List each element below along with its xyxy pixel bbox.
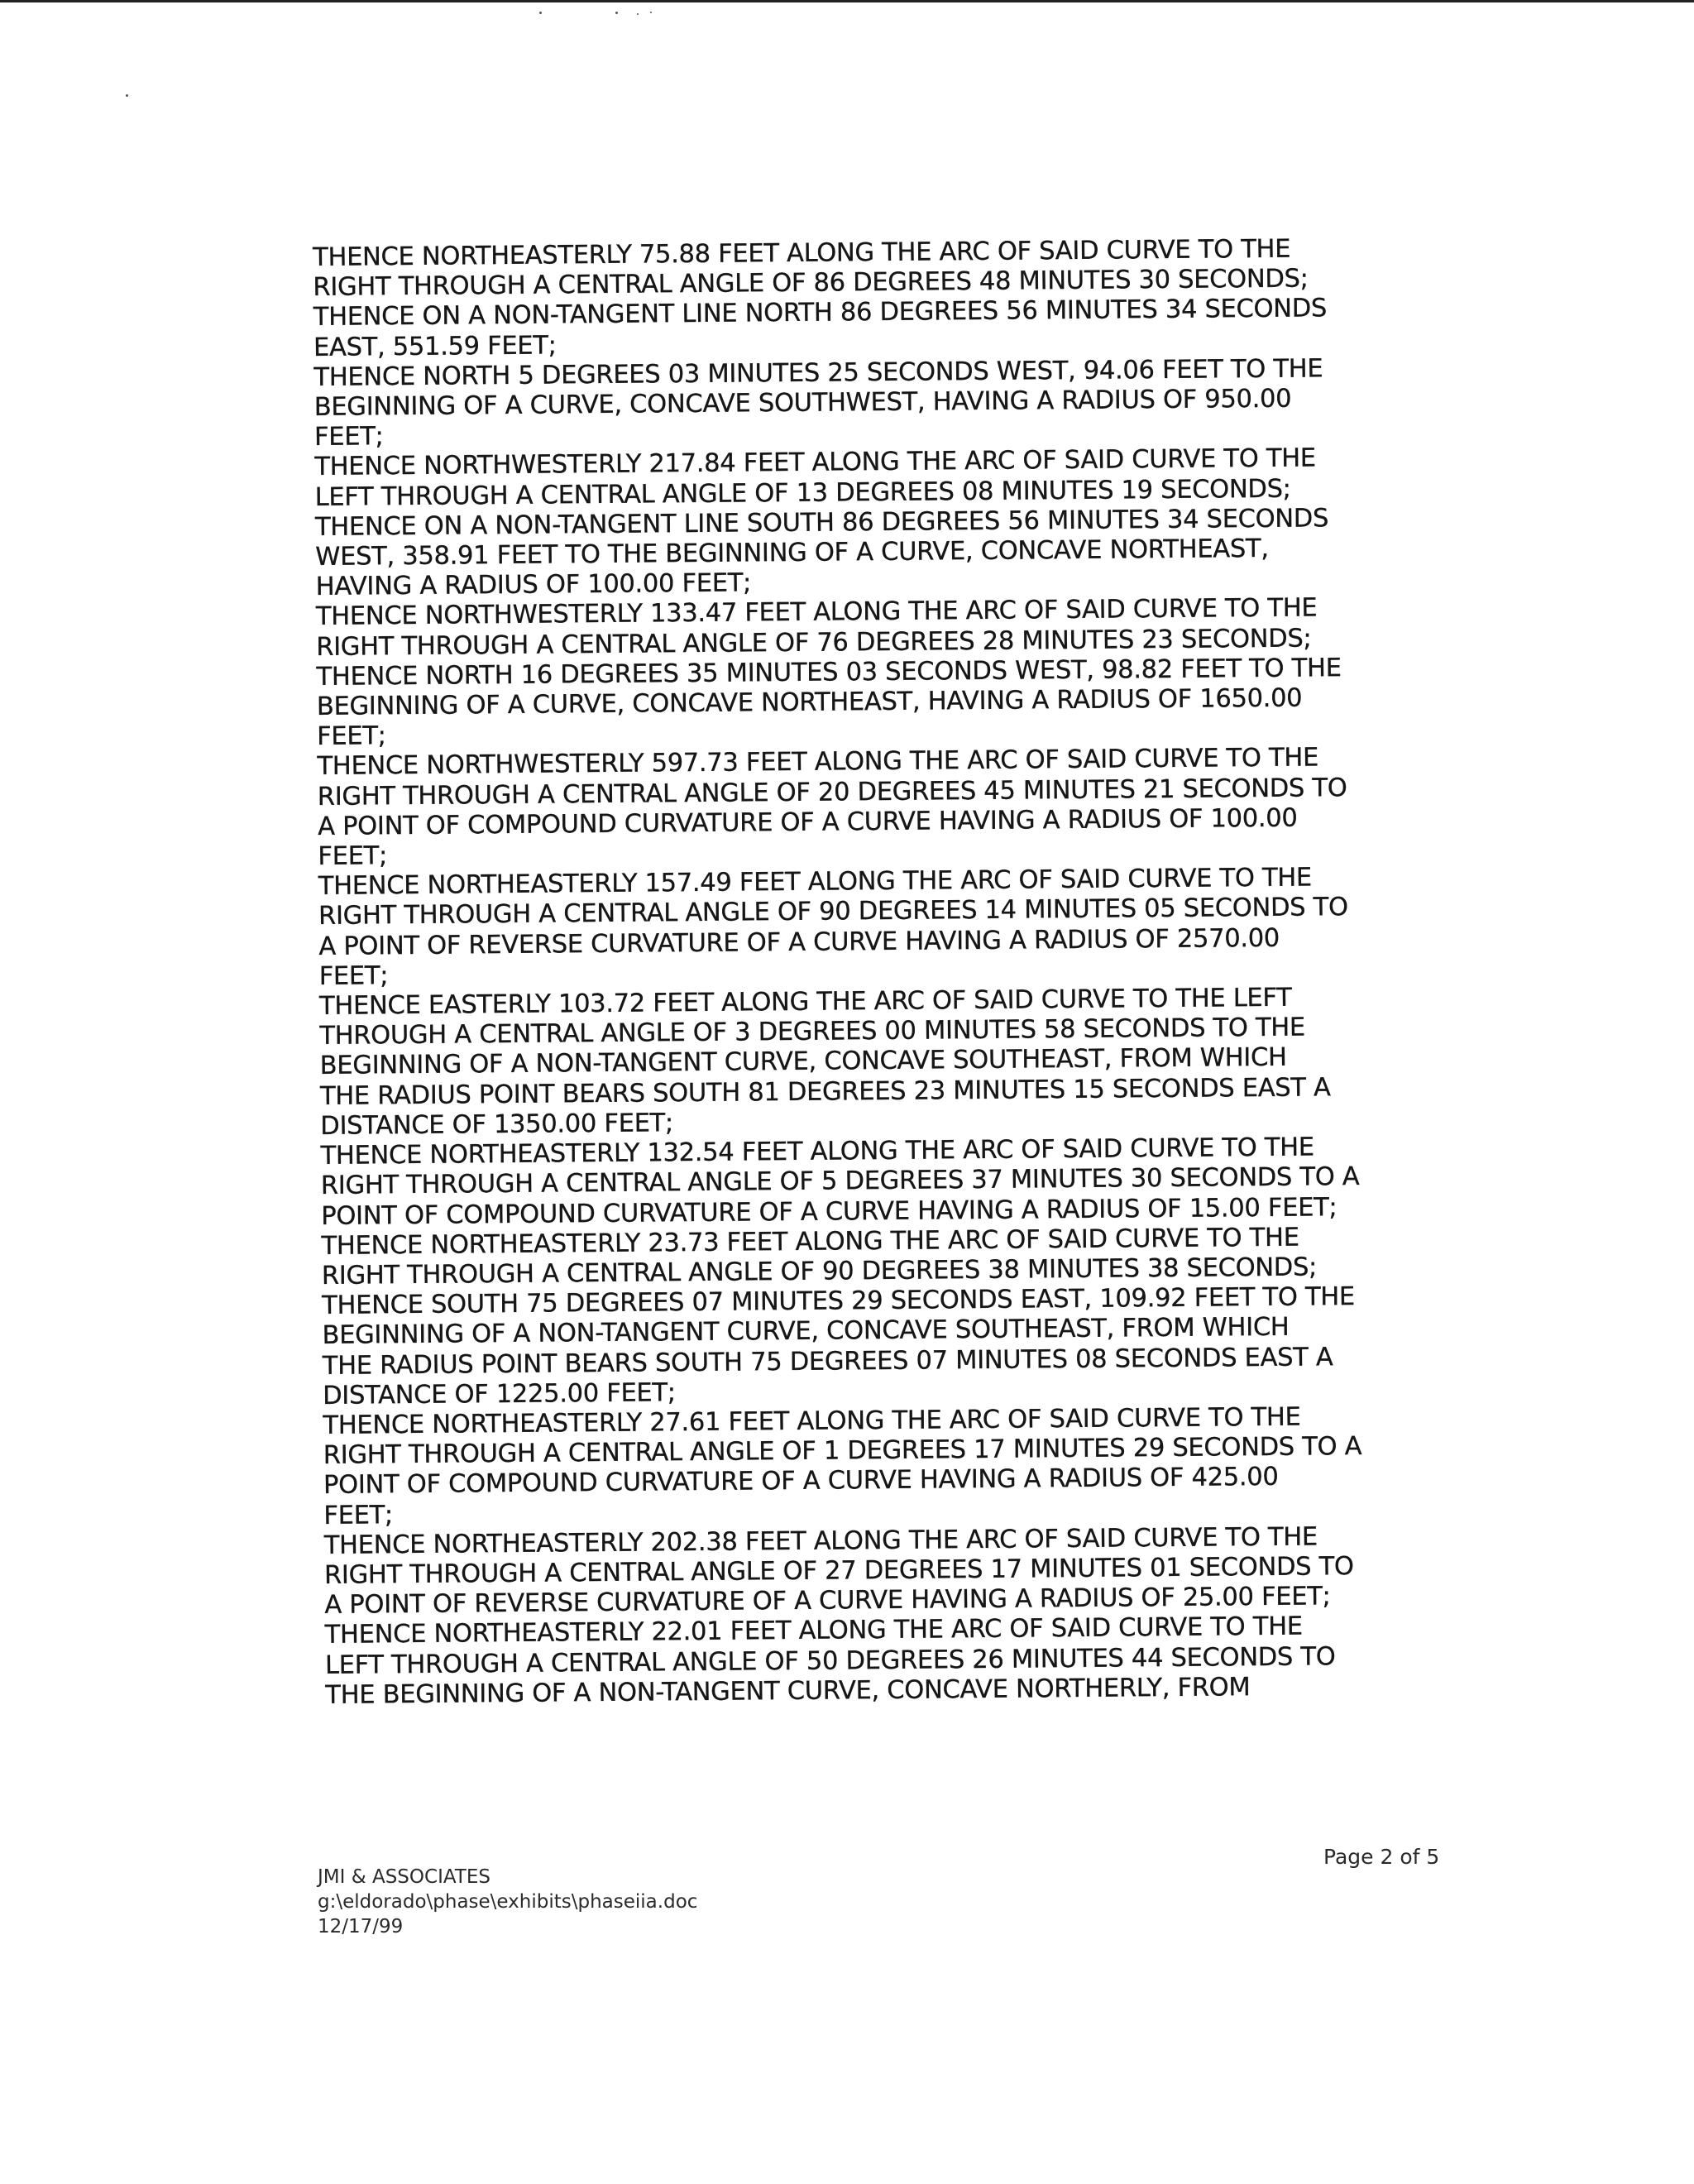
- text-line: WEST, 358.91 FEET TO THE BEGINNING OF A CURVE, CONCAVE NORTHEAST,: [315, 534, 1269, 572]
- text-line: THENCE NORTHEASTERLY 157.49 FEET ALONG THE ARC OF SAID CURVE TO THE: [318, 863, 1313, 902]
- scan-edge-line: [0, 0, 1694, 2]
- text-line: THENCE NORTHEASTERLY 27.61 FEET ALONG THE ARC OF SAID CURVE TO THE: [323, 1402, 1301, 1440]
- text-line: FEET;: [318, 841, 388, 872]
- page-number: Page 2 of 5: [1323, 1845, 1440, 1869]
- text-line: FEET;: [323, 1500, 394, 1530]
- text-line: RIGHT THROUGH A CENTRAL ANGLE OF 20 DEGREES 45 MINUTES 21 SECONDS TO: [317, 773, 1347, 812]
- text-line: THENCE NORTH 5 DEGREES 03 MINUTES 25 SECONDS WEST, 94.06 FEET TO THE: [313, 354, 1323, 392]
- text-line: A POINT OF REVERSE CURVATURE OF A CURVE HAVING A RADIUS OF 2570.00: [318, 923, 1280, 961]
- text-line: RIGHT THROUGH A CENTRAL ANGLE OF 90 DEGREES 14 MINUTES 05 SECONDS TO: [318, 893, 1348, 932]
- text-line: THENCE EASTERLY 103.72 FEET ALONG THE ARC OF SAID CURVE TO THE LEFT: [318, 983, 1292, 1022]
- text-line: A POINT OF COMPOUND CURVATURE OF A CURVE HAVING A RADIUS OF 100.00: [318, 803, 1298, 841]
- footer-company: JMI & ASSOCIATES: [318, 1866, 490, 1888]
- text-line: THE RADIUS POINT BEARS SOUTH 75 DEGREES 07 MINUTES 08 SECONDS EAST A: [322, 1342, 1333, 1381]
- text-line: RIGHT THROUGH A CENTRAL ANGLE OF 5 DEGREES 37 MINUTES 30 SECONDS TO A: [320, 1162, 1360, 1201]
- text-line: POINT OF COMPOUND CURVATURE OF A CURVE HAVING A RADIUS OF 425.00: [323, 1463, 1279, 1501]
- text-line: RIGHT THROUGH A CENTRAL ANGLE OF 76 DEGREES 28 MINUTES 23 SECONDS;: [316, 624, 1312, 662]
- scan-speck: [637, 13, 639, 15]
- text-line: BEGINNING OF A NON-TANGENT CURVE, CONCAVE SOUTHEAST, FROM WHICH: [319, 1043, 1287, 1081]
- text-line: BEGINNING OF A CURVE, CONCAVE SOUTHWEST, HAVING A RADIUS OF 950.00: [313, 384, 1292, 423]
- text-line: THE RADIUS POINT BEARS SOUTH 81 DEGREES 23 MINUTES 15 SECONDS EAST A: [319, 1072, 1331, 1111]
- text-line: THENCE NORTHEASTERLY 202.38 FEET ALONG THE ARC OF SAID CURVE TO THE: [323, 1522, 1318, 1560]
- text-line: THENCE NORTHEASTERLY 22.01 FEET ALONG THE ARC OF SAID CURVE TO THE: [324, 1612, 1303, 1650]
- text-line: THROUGH A CENTRAL ANGLE OF 3 DEGREES 00 MINUTES 58 SECONDS TO THE: [319, 1013, 1306, 1051]
- footer-file-path: g:\eldorado\phase\exhibits\phaseiia.doc: [318, 1891, 698, 1913]
- text-line: THENCE NORTHWESTERLY 217.84 FEET ALONG THE ARC OF SAID CURVE TO THE: [314, 443, 1316, 482]
- scan-speck: [650, 12, 652, 13]
- text-line: THENCE NORTHEASTERLY 23.73 FEET ALONG THE ARC OF SAID CURVE TO THE: [321, 1223, 1299, 1261]
- text-line: FEET;: [313, 422, 384, 453]
- text-line: THENCE SOUTH 75 DEGREES 07 MINUTES 29 SECONDS EAST, 109.92 FEET TO THE: [322, 1282, 1356, 1321]
- scan-speck: [126, 94, 128, 97]
- text-line: BEGINNING OF A CURVE, CONCAVE NORTHEAST, HAVING A RADIUS OF 1650.00: [316, 683, 1303, 722]
- text-line: RIGHT THROUGH A CENTRAL ANGLE OF 27 DEGREES 17 MINUTES 01 SECONDS TO: [323, 1552, 1354, 1590]
- scan-speck: [615, 12, 618, 14]
- scan-speck: [539, 12, 542, 14]
- text-line: DISTANCE OF 1350.00 FEET;: [320, 1109, 674, 1141]
- text-line: RIGHT THROUGH A CENTRAL ANGLE OF 90 DEGREES 38 MINUTES 38 SECONDS;: [321, 1252, 1318, 1291]
- text-line: EAST, 551.59 FEET;: [313, 331, 557, 362]
- text-line: BEGINNING OF A NON-TANGENT CURVE, CONCAVE SOUTHEAST, FROM WHICH: [322, 1313, 1290, 1351]
- text-line: THENCE NORTHWESTERLY 597.73 FEET ALONG THE ARC OF SAID CURVE TO THE: [317, 743, 1319, 782]
- text-line: FEET;: [318, 961, 389, 991]
- text-line: THENCE ON A NON-TANGENT LINE NORTH 86 DEGREES 56 MINUTES 34 SECONDS: [313, 294, 1328, 333]
- text-line: RIGHT THROUGH A CENTRAL ANGLE OF 1 DEGREES 17 MINUTES 29 SECONDS TO A: [323, 1432, 1362, 1471]
- text-line: THE BEGINNING OF A NON-TANGENT CURVE, CONCAVE NORTHERLY, FROM: [325, 1672, 1251, 1710]
- text-line: RIGHT THROUGH A CENTRAL ANGLE OF 86 DEGREES 48 MINUTES 30 SECONDS;: [313, 264, 1309, 303]
- text-line: THENCE NORTHEASTERLY 132.54 FEET ALONG THE ARC OF SAID CURVE TO THE: [320, 1133, 1314, 1171]
- footer-date: 12/17/99: [318, 1916, 404, 1937]
- text-line: FEET;: [317, 721, 386, 752]
- text-line: HAVING A RADIUS OF 100.00 FEET;: [315, 568, 752, 602]
- legal-description-body: [313, 233, 1467, 1711]
- text-line: THENCE NORTHWESTERLY 133.47 FEET ALONG THE ARC OF SAID CURVE TO THE: [315, 593, 1318, 632]
- text-line: A POINT OF REVERSE CURVATURE OF A CURVE HAVING A RADIUS OF 25.00 FEET;: [324, 1582, 1331, 1621]
- text-line: THENCE NORTHEASTERLY 75.88 FEET ALONG THE ARC OF SAID CURVE TO THE: [313, 234, 1291, 272]
- text-line: DISTANCE OF 1225.00 FEET;: [323, 1377, 676, 1410]
- text-line: THENCE NORTH 16 DEGREES 35 MINUTES 03 SECONDS WEST, 98.82 FEET TO THE: [316, 654, 1342, 692]
- text-line: THENCE ON A NON-TANGENT LINE SOUTH 86 DEGREES 56 MINUTES 34 SECONDS: [314, 504, 1329, 542]
- text-line: LEFT THROUGH A CENTRAL ANGLE OF 50 DEGREES 26 MINUTES 44 SECONDS TO: [324, 1641, 1336, 1680]
- text-line: LEFT THROUGH A CENTRAL ANGLE OF 13 DEGREES 08 MINUTES 19 SECONDS;: [314, 474, 1291, 512]
- text-line: POINT OF COMPOUND CURVATURE OF A CURVE HAVING A RADIUS OF 15.00 FEET;: [321, 1192, 1337, 1231]
- document-footer: [318, 1865, 697, 1939]
